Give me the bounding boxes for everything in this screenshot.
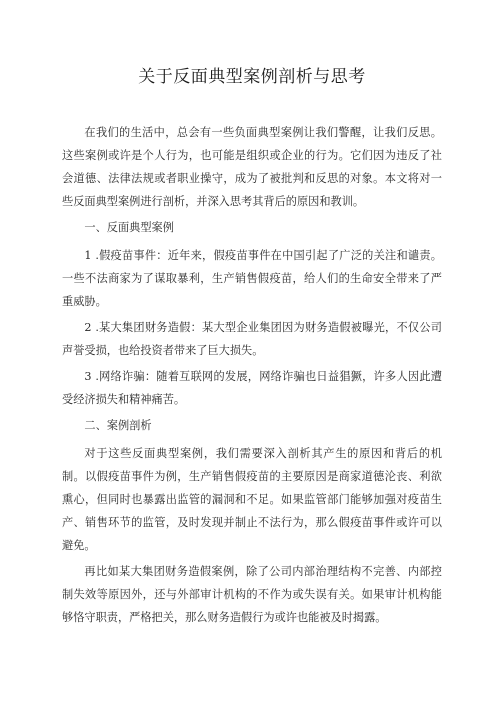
- case-item-fake-vaccine: 1 .假疫苗事件：近年来，假疫苗事件在中国引起了广泛的关注和谴责。一些不法商家为了谋取暴利，生产销售假疫苗，给人们的生命安全带来了严重威胁。: [62, 249, 442, 308]
- section-heading-cases: 一、反面典型案例: [84, 221, 174, 234]
- case-item-financial-fraud: 2 .某大集团财务造假：某大型企业集团因为财务造假被曝光，不仅公司声誉受损，也给投资者带来了巨大损失。: [62, 321, 442, 357]
- case-item-online-fraud: 3 .网络诈骗：随着互联网的发展，网络诈骗也日益猖獗，许多人因此遭受经济损失和精神痛苦。: [62, 370, 442, 406]
- intro-paragraph: 在我们的生活中，总会有一些负面典型案例让我们警醒，让我们反思。这些案例或许是个人行为，也可能是组织或企业的行为。它们因为违反了社会道德、法律法规或者职业操守，成为了被批判和反思的对象。本文将对一些反面典型案例进行剖析，并深入思考其背后的原因和教训。: [62, 126, 442, 208]
- analysis-paragraph-vaccine: 对于这些反面典型案例，我们需要深入剖析其产生的原因和背后的机制。以假疫苗事件为例，生产销售假疫苗的主要原因是商家道德沦丧、利欲熏心，但同时也暴露出监管的漏洞和不足。如果监管部门能够加强对疫苗生产、销售环节的监管，及时发现并制止不法行为，那么假疫苗事件或许可以避免。: [62, 447, 442, 552]
- page-title: 关于反面典型案例剖析与思考: [138, 67, 366, 87]
- analysis-paragraph-finance: 再比如某大集团财务造假案例，除了公司内部治理结构不完善、内部控制失效等原因外，还与外部审计机构的不作为或失误有关。如果审计机构能够恪守职责，严格把关，那么财务造假行为或许也能被及时揭露。: [62, 565, 442, 624]
- section-heading-analysis: 二、案例剖析: [84, 419, 152, 432]
